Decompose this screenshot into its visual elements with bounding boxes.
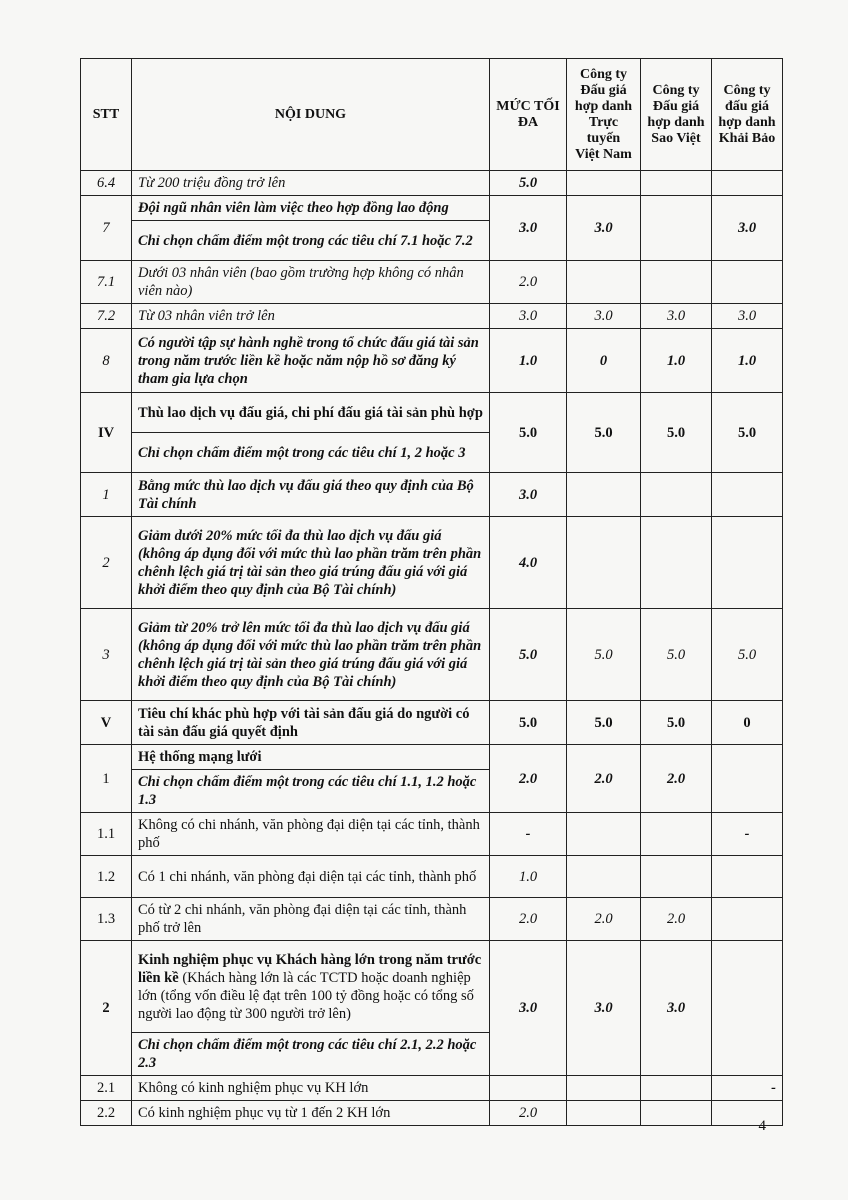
row-max: 2.0: [490, 261, 567, 304]
row-content: Có từ 2 chi nhánh, văn phòng đại diện tại các tỉnh, thành phố trở lên: [132, 898, 490, 941]
header-company-2: Công ty Đấu giá hợp danh Sao Việt: [641, 59, 712, 171]
row-company-3: 1.0: [712, 329, 783, 393]
table-row: [81, 813, 783, 856]
row-company-1: 2.0: [567, 898, 641, 941]
row-stt: 1.2: [81, 856, 132, 898]
table-row: [81, 329, 783, 393]
row-company-2: 1.0: [641, 329, 712, 393]
row-company-3: 3.0: [712, 196, 783, 261]
row-stt: 7: [81, 196, 132, 261]
row-note: Chỉ chọn chấm điểm một trong các tiêu chí 1.1, 1.2 hoặc 1.3: [132, 770, 490, 813]
row-stt: 2.1: [81, 1076, 132, 1101]
row-stt: 1.3: [81, 898, 132, 941]
row-company-2: [641, 261, 712, 304]
table-row: [81, 1076, 783, 1101]
row-company-3: [712, 856, 783, 898]
row-stt: 2: [81, 517, 132, 609]
row-stt: 1.1: [81, 813, 132, 856]
row-company-2: [641, 171, 712, 196]
row-company-2: [641, 856, 712, 898]
row-title: Thù lao dịch vụ đấu giá, chi phí đấu giá tài sản phù hợp: [132, 393, 490, 433]
row-company-1: 0: [567, 329, 641, 393]
row-note: Chỉ chọn chấm điểm một trong các tiêu chí 1, 2 hoặc 3: [132, 433, 490, 473]
row-company-2: 2.0: [641, 745, 712, 813]
row-company-2: [641, 813, 712, 856]
row-content: Có 1 chi nhánh, văn phòng đại diện tại các tỉnh, thành phố: [132, 856, 490, 898]
row-stt: IV: [81, 393, 132, 473]
row-company-3: [712, 745, 783, 813]
row-title-rest: (Khách hàng lớn là các TCTD hoặc doanh nghiệp lớn (tổng vốn điều lệ đạt trên 100 tỷ đồng hoặc có tổng số người lao động từ 300 người trở lên): [138, 969, 474, 1022]
row-max: 3.0: [490, 304, 567, 329]
row-company-2: [641, 1076, 712, 1101]
row-max: 4.0: [490, 517, 567, 609]
row-content: Dưới 03 nhân viên (bao gồm trường hợp không có nhân viên nào): [132, 261, 490, 304]
row-company-1: 5.0: [567, 609, 641, 701]
row-company-1: 3.0: [567, 304, 641, 329]
row-max: 3.0: [490, 941, 567, 1076]
row-company-2: 2.0: [641, 898, 712, 941]
row-content: Bằng mức thù lao dịch vụ đấu giá theo quy định của Bộ Tài chính: [132, 473, 490, 517]
row-company-1: [567, 261, 641, 304]
row-company-3: 3.0: [712, 304, 783, 329]
row-stt: 7.2: [81, 304, 132, 329]
row-stt: 7.1: [81, 261, 132, 304]
row-stt: V: [81, 701, 132, 745]
row-max: 2.0: [490, 745, 567, 813]
row-company-3: [712, 261, 783, 304]
row-content: Giảm dưới 20% mức tối đa thù lao dịch vụ đấu giá (không áp dụng đối với mức thù lao phần trăm trên phần chênh lệch giá trị tài sản theo giá trúng đấu giá với giá khởi điểm theo quy định của Bộ Tài chính): [132, 517, 490, 609]
row-company-2: [641, 473, 712, 517]
header-max: MỨC TỐI ĐA: [490, 59, 567, 171]
row-stt: 1: [81, 745, 132, 813]
row-max: 3.0: [490, 196, 567, 261]
row-content: Giảm từ 20% trở lên mức tối đa thù lao dịch vụ đấu giá (không áp dụng đối với mức thù lao phần trăm trên phần chênh lệch giá trị tài sản theo giá trúng đấu giá với giá khởi điểm theo quy định của Bộ Tài chính): [132, 609, 490, 701]
row-max: 1.0: [490, 329, 567, 393]
table-row: [81, 701, 783, 745]
row-company-3: [712, 1101, 783, 1126]
row-company-2: 5.0: [641, 701, 712, 745]
table-row: [81, 393, 783, 433]
row-company-1: [567, 813, 641, 856]
header-company-1: Công ty Đấu giá hợp danh Trực tuyến Việt Nam: [567, 59, 641, 171]
row-stt: 3: [81, 609, 132, 701]
row-stt: 6.4: [81, 171, 132, 196]
row-max: -: [490, 813, 567, 856]
row-company-3: 5.0: [712, 393, 783, 473]
row-content: Không có chi nhánh, văn phòng đại diện tại các tỉnh, thành phố: [132, 813, 490, 856]
row-company-1: [567, 1101, 641, 1126]
row-max: 5.0: [490, 393, 567, 473]
row-content: Không có kinh nghiệm phục vụ KH lớn: [132, 1076, 490, 1101]
table-row: [81, 1101, 783, 1126]
row-company-1: 5.0: [567, 701, 641, 745]
row-company-3: [712, 941, 783, 1076]
header-company-3: Công ty đấu giá hợp danh Khải Bảo: [712, 59, 783, 171]
table-row: [81, 171, 783, 196]
row-note: Chỉ chọn chấm điểm một trong các tiêu chí 7.1 hoặc 7.2: [132, 221, 490, 261]
row-title-bold: Kinh nghiệm phục vụ Khách hàng lớn trong năm trước liền kề: [138, 951, 482, 986]
row-max: 1.0: [490, 856, 567, 898]
row-company-2: 3.0: [641, 304, 712, 329]
scoring-table: [80, 58, 783, 1126]
table-row: [81, 473, 783, 517]
row-company-3: [712, 171, 783, 196]
row-content: Tiêu chí khác phù hợp với tài sản đấu giá do người có tài sản đấu giá quyết định: [132, 701, 490, 745]
row-company-2: [641, 196, 712, 261]
table-row: [81, 898, 783, 941]
row-company-1: [567, 856, 641, 898]
row-title: Đội ngũ nhân viên làm việc theo hợp đồng lao động: [132, 196, 490, 221]
row-content: Có người tập sự hành nghề trong tổ chức đấu giá tài sản trong năm trước liền kề hoặc năm nộp hồ sơ đăng ký tham gia lựa chọn: [132, 329, 490, 393]
row-company-3: 5.0: [712, 609, 783, 701]
row-stt: 2.2: [81, 1101, 132, 1126]
table-row: [81, 941, 783, 1033]
row-max: 5.0: [490, 701, 567, 745]
row-company-2: 5.0: [641, 393, 712, 473]
table-row: [81, 856, 783, 898]
row-company-1: [567, 517, 641, 609]
row-content: Từ 03 nhân viên trở lên: [132, 304, 490, 329]
row-company-3: [712, 898, 783, 941]
table-header-row: [81, 59, 783, 171]
row-content: Có kinh nghiệm phục vụ từ 1 đến 2 KH lớn: [132, 1101, 490, 1126]
header-stt: STT: [81, 59, 132, 171]
row-company-1: 3.0: [567, 196, 641, 261]
row-company-1: 2.0: [567, 745, 641, 813]
table-row: [81, 517, 783, 609]
page-number: 4: [758, 1118, 766, 1134]
row-max: [490, 1076, 567, 1101]
row-max: 5.0: [490, 609, 567, 701]
row-company-3: [712, 473, 783, 517]
row-stt: 2: [81, 941, 132, 1076]
row-title: [132, 941, 490, 1033]
table-row: [81, 745, 783, 770]
row-content: Từ 200 triệu đồng trở lên: [132, 171, 490, 196]
row-stt: 8: [81, 329, 132, 393]
row-company-1: 3.0: [567, 941, 641, 1076]
row-company-3: 0: [712, 701, 783, 745]
row-company-3: -: [712, 1076, 783, 1101]
row-title: Hệ thống mạng lưới: [132, 745, 490, 770]
row-note: Chỉ chọn chấm điểm một trong các tiêu chí 2.1, 2.2 hoặc 2.3: [132, 1033, 490, 1076]
row-max: 2.0: [490, 1101, 567, 1126]
row-max: 2.0: [490, 898, 567, 941]
row-company-2: 3.0: [641, 941, 712, 1076]
row-company-1: [567, 1076, 641, 1101]
row-company-1: [567, 473, 641, 517]
row-max: 5.0: [490, 171, 567, 196]
row-company-3: -: [712, 813, 783, 856]
row-company-1: [567, 171, 641, 196]
row-company-2: [641, 1101, 712, 1126]
row-max: 3.0: [490, 473, 567, 517]
table-row: [81, 196, 783, 221]
table-row: [81, 609, 783, 701]
row-company-3: [712, 517, 783, 609]
row-company-1: 5.0: [567, 393, 641, 473]
row-company-2: 5.0: [641, 609, 712, 701]
table-row: [81, 304, 783, 329]
row-stt: 1: [81, 473, 132, 517]
header-content: NỘI DUNG: [132, 59, 490, 171]
row-company-2: [641, 517, 712, 609]
table-row: [81, 261, 783, 304]
